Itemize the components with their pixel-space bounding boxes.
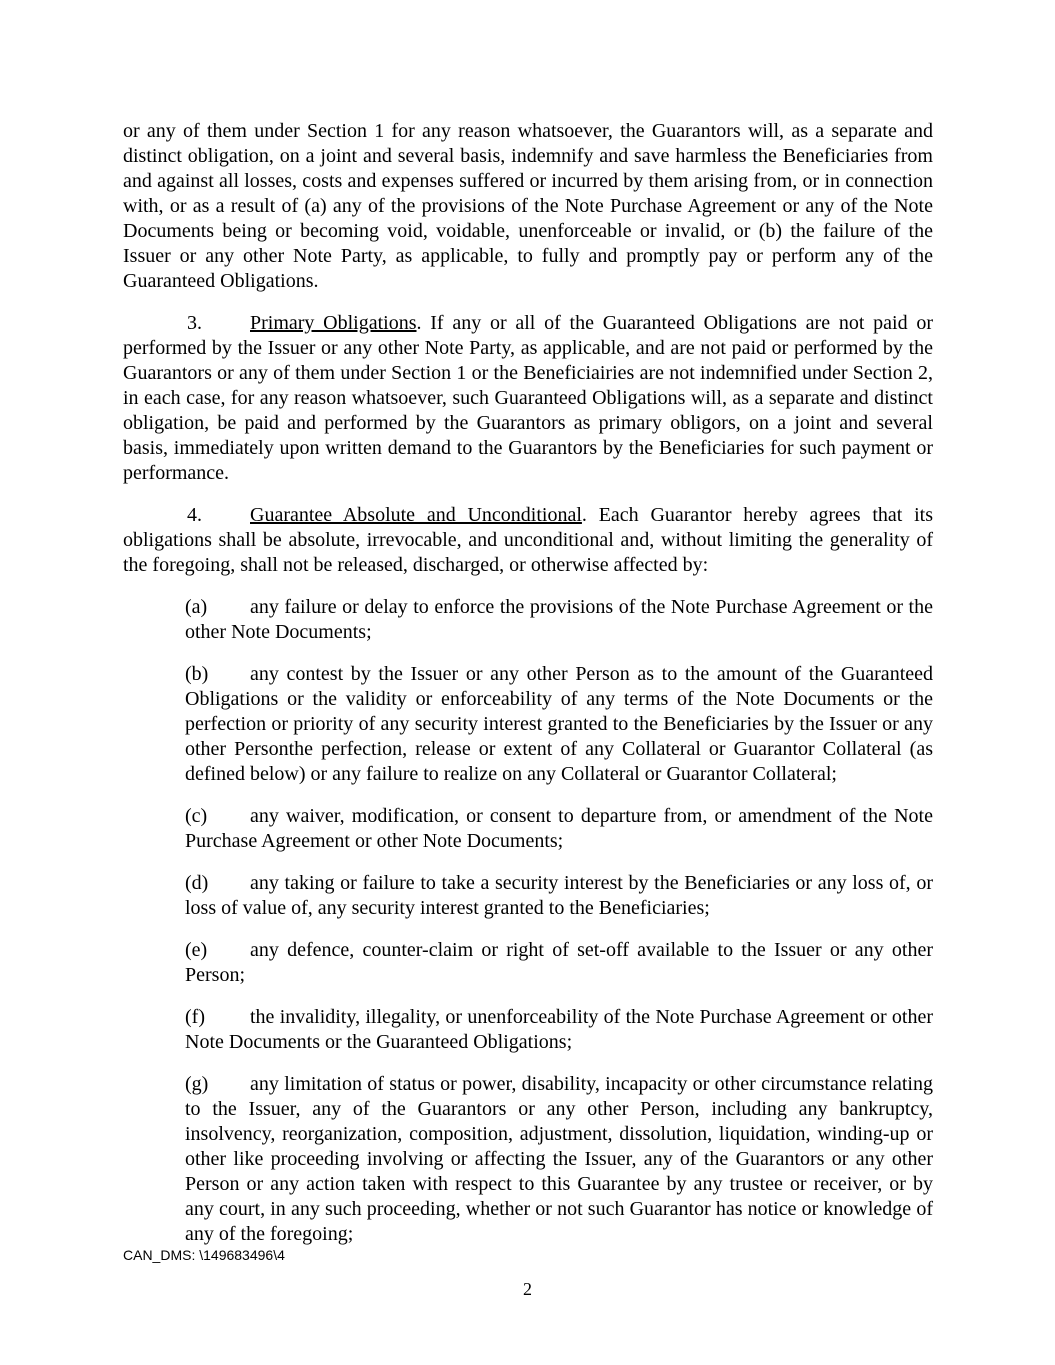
paragraph-4-number: 4. — [187, 504, 202, 526]
lettered-item-g-label: (g) — [185, 1073, 209, 1095]
lettered-item-f-label: (f) — [185, 1006, 205, 1028]
lettered-item-g-text: any limitation of status or power, disability, incapacity or other circumstance relating to the Issuer, any of the Guarantors or any other Person, including any bankruptcy, insolvency, reorganization, composition, adjustment, dissolution, liquidation, winding-up or other like proceeding involving or affecting the Issuer, any of the Guarantors or any other Person or any action taken with respect to this Guarantee by any trustee or receiver, or by any court, in any such proceeding, whether or not such Guarantor has notice or knowledge of any of the foregoing; — [185, 1073, 933, 1245]
lettered-item-a-label: (a) — [185, 596, 208, 618]
paragraph-3 — [123, 311, 933, 486]
lettered-item-b-label: (b) — [185, 663, 209, 685]
page-number: 2 — [523, 1279, 532, 1299]
document-id-footer: CAN_DMS: \149683496\4 — [123, 1247, 285, 1263]
lettered-item-a — [185, 595, 933, 645]
lettered-item-c-label: (c) — [185, 805, 208, 827]
paragraph-4 — [123, 503, 933, 578]
paragraph-3-number: 3. — [187, 312, 202, 334]
lettered-item-d-label: (d) — [185, 872, 209, 894]
lettered-item-d — [185, 871, 933, 921]
lettered-item-f — [185, 1005, 933, 1055]
lettered-item-e-text: any defence, counter-claim or right of set-off available to the Issuer or any other Person; — [185, 939, 933, 986]
lettered-item-e-label: (e) — [185, 939, 208, 961]
lettered-item-f-text: the invalidity, illegality, or unenforceability of the Note Purchase Agreement or other Note Documents or the Guaranteed Obligations; — [185, 1006, 933, 1053]
continuation-paragraph: or any of them under Section 1 for any reason whatsoever, the Guarantors will, as a separate and distinct obligation, on a joint and several basis, indemnify and save harmless the Beneficiaries from and against all losses, costs and expenses suffered or incurred by them arising from, or in connection with, or as a result of (a) any of the provisions of the Note Purchase Agreement or any of the Note Documents being or becoming void, voidable, unenforceable or invalid, or (b) the failure of the Issuer or any other Note Party, as applicable, to fully and promptly pay or perform any of the Guaranteed Obligations. — [123, 120, 933, 292]
paragraph-3-text: . If any or all of the Guaranteed Obligations are not paid or performed by the Issuer or any other Note Party, as applicable, and are not paid or performed by the Guarantors or any of them under Section 1 or the Beneficiairies are not indemnified under Section 2, in each case, for any reason whatsoever, such Guaranteed Obligations will, as a separate and distinct obligation, be paid and performed by the Guarantors as primary obligors, on a joint and several basis, immediately upon written demand to the Guarantors by the Beneficiaries for such payment or performance. — [123, 312, 933, 484]
lettered-item-e — [185, 938, 933, 988]
lettered-item-a-text: any failure or delay to enforce the provisions of the Note Purchase Agreement or the other Note Documents; — [185, 596, 933, 643]
lettered-item-g — [185, 1072, 933, 1247]
paragraph-4-heading: Guarantee Absolute and Unconditional — [250, 504, 582, 526]
lettered-item-c-text: any waiver, modification, or consent to departure from, or amendment of the Note Purchase Agreement or other Note Documents; — [185, 805, 933, 852]
lettered-item-b-text: any contest by the Issuer or any other Person as to the amount of the Guaranteed Obligations or the validity or enforceability of any terms of the Note Documents or the perfection or priority of any security interest granted to the Beneficiaries by the Issuer or any other Personthe perfection, release or extent of any Collateral or Guarantor Collateral (as defined below) or any failure to realize on any Collateral or Guarantor Collateral; — [185, 663, 933, 785]
lettered-item-c — [185, 804, 933, 854]
lettered-item-d-text: any taking or failure to take a security interest by the Beneficiaries or any loss of, or loss of value of, any security interest granted to the Beneficiaries; — [185, 872, 933, 919]
lettered-item-b — [185, 662, 933, 787]
document-body — [123, 119, 933, 1264]
paragraph-4-text: . Each Guarantor hereby agrees that its obligations shall be absolute, irrevocable, and unconditional and, without limiting the generality of the foregoing, shall not be released, discharged, or otherwise affected by: — [123, 504, 933, 576]
paragraph-3-heading: Primary Obligations — [250, 312, 417, 334]
